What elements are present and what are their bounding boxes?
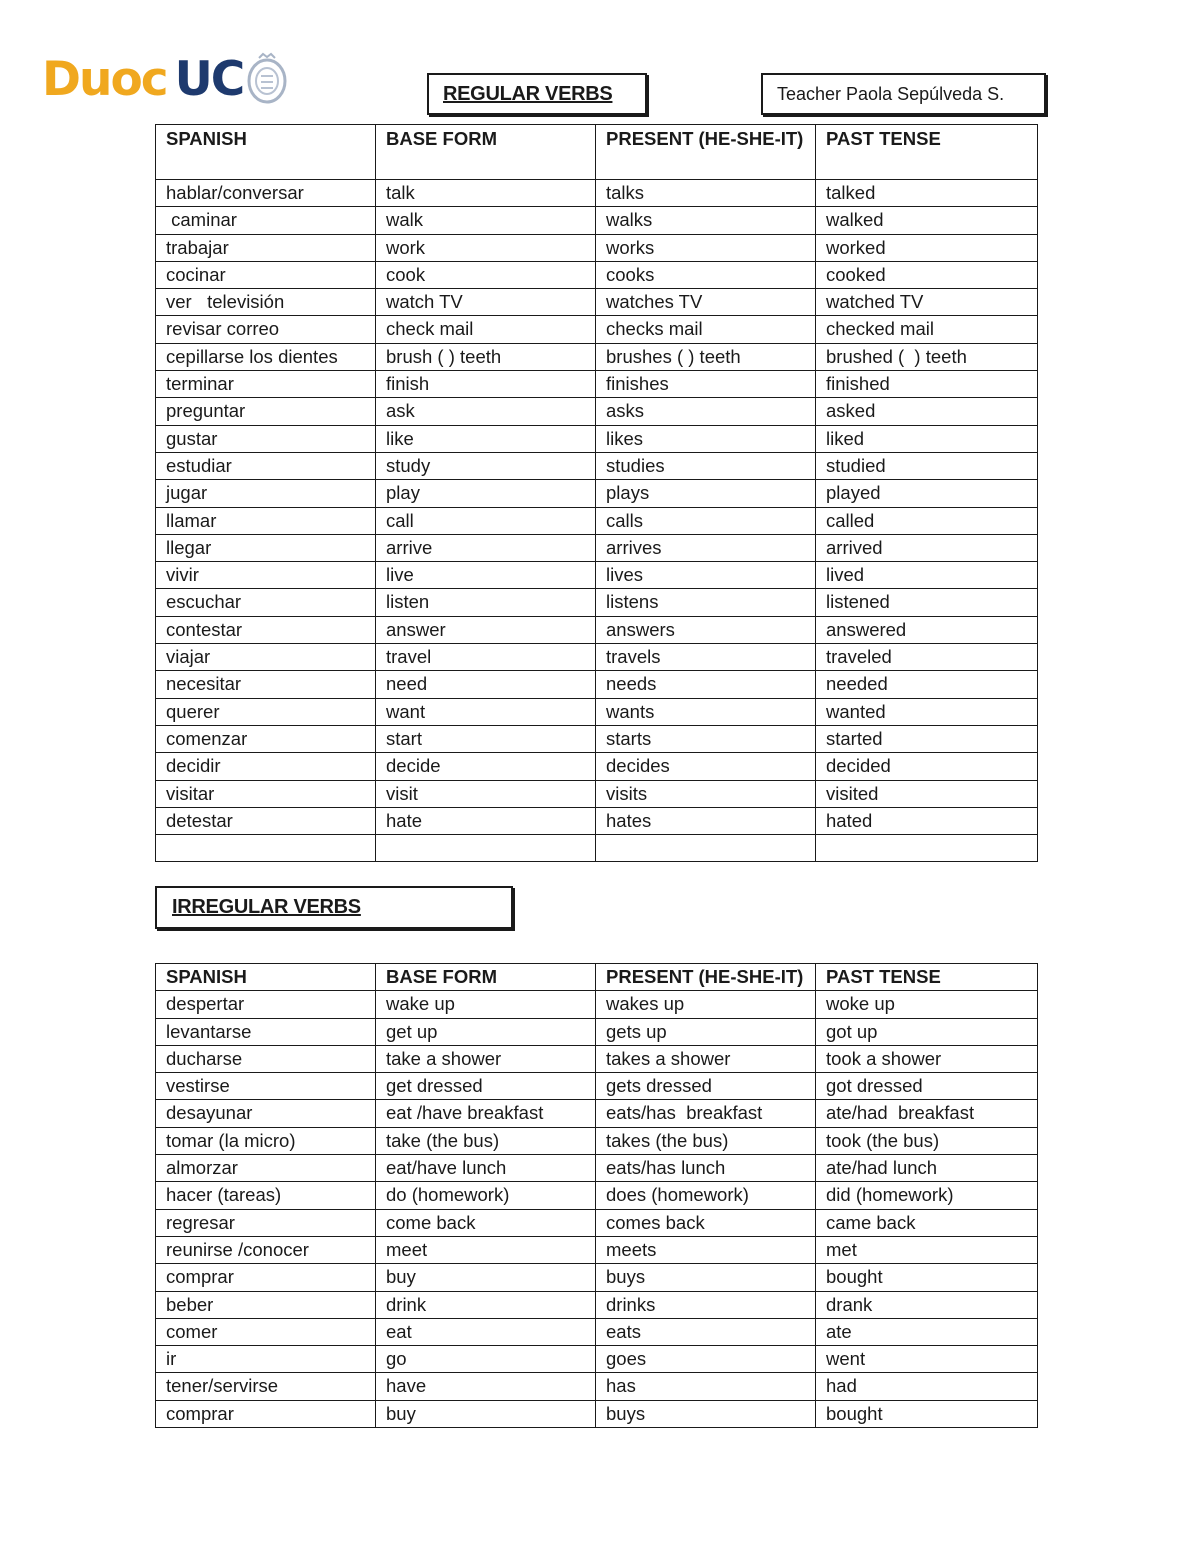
present-cell: travels xyxy=(596,644,816,671)
base-form-cell: travel xyxy=(376,644,596,671)
spanish-cell: necesitar xyxy=(156,671,376,698)
spanish-cell: almorzar xyxy=(156,1155,376,1182)
spanish-cell: ir xyxy=(156,1346,376,1373)
base-form-cell: eat/have lunch xyxy=(376,1155,596,1182)
table-row xyxy=(156,589,1038,616)
present-cell: likes xyxy=(596,425,816,452)
spanish-cell: contestar xyxy=(156,616,376,643)
present-cell: plays xyxy=(596,480,816,507)
table-row xyxy=(156,234,1038,261)
base-form-cell: take (the bus) xyxy=(376,1127,596,1154)
table-row xyxy=(156,835,1038,862)
base-form-cell: take a shower xyxy=(376,1045,596,1072)
past-tense-cell: came back xyxy=(816,1209,1038,1236)
table-row xyxy=(156,180,1038,207)
base-form-cell: check mail xyxy=(376,316,596,343)
spanish-cell: decidir xyxy=(156,753,376,780)
spanish-cell: tomar (la micro) xyxy=(156,1127,376,1154)
table-row xyxy=(156,1400,1038,1427)
base-form-cell: live xyxy=(376,562,596,589)
header-base-form: BASE FORM xyxy=(376,964,596,991)
table-row xyxy=(156,1155,1038,1182)
base-form-cell: eat xyxy=(376,1318,596,1345)
present-cell: does (homework) xyxy=(596,1182,816,1209)
spanish-cell: trabajar xyxy=(156,234,376,261)
present-cell: visits xyxy=(596,780,816,807)
irregular-verbs-table xyxy=(155,963,1038,1428)
past-tense-cell: bought xyxy=(816,1400,1038,1427)
base-form-cell: ask xyxy=(376,398,596,425)
table-row xyxy=(156,207,1038,234)
table-row xyxy=(156,991,1038,1018)
spanish-cell: tener/servirse xyxy=(156,1373,376,1400)
past-tense-cell: took (the bus) xyxy=(816,1127,1038,1154)
past-tense-cell: arrived xyxy=(816,534,1038,561)
base-form-cell: talk xyxy=(376,180,596,207)
present-cell xyxy=(596,835,816,862)
spanish-cell: gustar xyxy=(156,425,376,452)
present-cell: eats/has lunch xyxy=(596,1155,816,1182)
past-tense-cell: did (homework) xyxy=(816,1182,1038,1209)
spanish-cell: viajar xyxy=(156,644,376,671)
table-row xyxy=(156,398,1038,425)
past-tense-cell: lived xyxy=(816,562,1038,589)
present-cell: arrives xyxy=(596,534,816,561)
present-cell: talks xyxy=(596,180,816,207)
present-cell: decides xyxy=(596,753,816,780)
base-form-cell: brush ( ) teeth xyxy=(376,343,596,370)
table-row xyxy=(156,1073,1038,1100)
past-tense-cell: wanted xyxy=(816,698,1038,725)
spanish-cell: escuchar xyxy=(156,589,376,616)
base-form-cell: have xyxy=(376,1373,596,1400)
base-form-cell: buy xyxy=(376,1264,596,1291)
base-form-cell: drink xyxy=(376,1291,596,1318)
past-tense-cell: watched TV xyxy=(816,289,1038,316)
past-tense-cell: ate/had breakfast xyxy=(816,1100,1038,1127)
spanish-cell: beber xyxy=(156,1291,376,1318)
past-tense-cell: called xyxy=(816,507,1038,534)
table-row xyxy=(156,1291,1038,1318)
spanish-cell: comer xyxy=(156,1318,376,1345)
logo-uc-text: UC xyxy=(174,51,244,107)
table-row xyxy=(156,261,1038,288)
base-form-cell: meet xyxy=(376,1236,596,1263)
present-cell: buys xyxy=(596,1400,816,1427)
header-spanish: SPANISH xyxy=(156,964,376,991)
header-present: PRESENT (HE-SHE-IT) xyxy=(596,125,816,180)
past-tense-cell: hated xyxy=(816,807,1038,834)
table-row xyxy=(156,1209,1038,1236)
spanish-cell: hacer (tareas) xyxy=(156,1182,376,1209)
present-cell: needs xyxy=(596,671,816,698)
spanish-cell: despertar xyxy=(156,991,376,1018)
past-tense-cell: worked xyxy=(816,234,1038,261)
table-row xyxy=(156,1236,1038,1263)
present-cell: walks xyxy=(596,207,816,234)
present-cell: studies xyxy=(596,452,816,479)
spanish-cell: desayunar xyxy=(156,1100,376,1127)
present-cell: checks mail xyxy=(596,316,816,343)
base-form-cell: decide xyxy=(376,753,596,780)
base-form-cell: start xyxy=(376,725,596,752)
past-tense-cell: brushed ( ) teeth xyxy=(816,343,1038,370)
base-form-cell: work xyxy=(376,234,596,261)
university-seal-icon xyxy=(245,52,289,106)
past-tense-cell: started xyxy=(816,725,1038,752)
header-past-tense: PAST TENSE xyxy=(816,125,1038,180)
base-form-cell: come back xyxy=(376,1209,596,1236)
regular-verbs-table xyxy=(155,124,1038,862)
table-header-row xyxy=(156,964,1038,991)
table-row xyxy=(156,1045,1038,1072)
past-tense-cell: asked xyxy=(816,398,1038,425)
table-row xyxy=(156,753,1038,780)
base-form-cell: go xyxy=(376,1346,596,1373)
table-row xyxy=(156,1018,1038,1045)
past-tense-cell: traveled xyxy=(816,644,1038,671)
spanish-cell: vestirse xyxy=(156,1073,376,1100)
table-row xyxy=(156,1264,1038,1291)
base-form-cell: get dressed xyxy=(376,1073,596,1100)
present-cell: comes back xyxy=(596,1209,816,1236)
spanish-cell: terminar xyxy=(156,371,376,398)
spanish-cell: vivir xyxy=(156,562,376,589)
table-row xyxy=(156,507,1038,534)
table-row xyxy=(156,480,1038,507)
past-tense-cell: studied xyxy=(816,452,1038,479)
present-cell: hates xyxy=(596,807,816,834)
present-cell: lives xyxy=(596,562,816,589)
base-form-cell: buy xyxy=(376,1400,596,1427)
past-tense-cell: answered xyxy=(816,616,1038,643)
past-tense-cell: drank xyxy=(816,1291,1038,1318)
spanish-cell: preguntar xyxy=(156,398,376,425)
table-row xyxy=(156,1346,1038,1373)
spanish-cell: estudiar xyxy=(156,452,376,479)
spanish-cell: hablar/conversar xyxy=(156,180,376,207)
duocuc-logo xyxy=(42,48,289,110)
table-row xyxy=(156,780,1038,807)
present-cell: finishes xyxy=(596,371,816,398)
present-cell: goes xyxy=(596,1346,816,1373)
spanish-cell: visitar xyxy=(156,780,376,807)
base-form-cell: play xyxy=(376,480,596,507)
past-tense-cell: needed xyxy=(816,671,1038,698)
table-row xyxy=(156,534,1038,561)
present-cell: asks xyxy=(596,398,816,425)
past-tense-cell: visited xyxy=(816,780,1038,807)
present-cell: wakes up xyxy=(596,991,816,1018)
present-cell: calls xyxy=(596,507,816,534)
base-form-cell xyxy=(376,835,596,862)
teacher-name-box xyxy=(761,73,1046,115)
spanish-cell: caminar xyxy=(156,207,376,234)
past-tense-cell: took a shower xyxy=(816,1045,1038,1072)
base-form-cell: get up xyxy=(376,1018,596,1045)
irregular-verbs-title: IRREGULAR VERBS xyxy=(172,896,361,918)
base-form-cell: like xyxy=(376,425,596,452)
table-row xyxy=(156,562,1038,589)
teacher-name: Teacher Paola Sepúlveda S. xyxy=(777,83,1005,104)
present-cell: brushes ( ) teeth xyxy=(596,343,816,370)
irregular-verbs-title-box xyxy=(155,886,513,929)
spanish-cell: revisar correo xyxy=(156,316,376,343)
spanish-cell: ver televisión xyxy=(156,289,376,316)
spanish-cell: detestar xyxy=(156,807,376,834)
table-row xyxy=(156,616,1038,643)
spanish-cell: cocinar xyxy=(156,261,376,288)
base-form-cell: hate xyxy=(376,807,596,834)
base-form-cell: eat /have breakfast xyxy=(376,1100,596,1127)
past-tense-cell: went xyxy=(816,1346,1038,1373)
header-spanish: SPANISH xyxy=(156,125,376,180)
table-row xyxy=(156,1373,1038,1400)
header-present: PRESENT (HE-SHE-IT) xyxy=(596,964,816,991)
table-row xyxy=(156,725,1038,752)
table-row xyxy=(156,1100,1038,1127)
past-tense-cell: met xyxy=(816,1236,1038,1263)
past-tense-cell: bought xyxy=(816,1264,1038,1291)
past-tense-cell: walked xyxy=(816,207,1038,234)
present-cell: wants xyxy=(596,698,816,725)
table-header-row xyxy=(156,125,1038,180)
spanish-cell: comprar xyxy=(156,1400,376,1427)
base-form-cell: watch TV xyxy=(376,289,596,316)
regular-verbs-title-box xyxy=(427,73,647,115)
table-row xyxy=(156,644,1038,671)
logo-duoc-text: Duoc xyxy=(42,51,167,107)
past-tense-cell: cooked xyxy=(816,261,1038,288)
base-form-cell: do (homework) xyxy=(376,1182,596,1209)
present-cell: gets dressed xyxy=(596,1073,816,1100)
table-row xyxy=(156,1127,1038,1154)
present-cell: starts xyxy=(596,725,816,752)
base-form-cell: visit xyxy=(376,780,596,807)
present-cell: watches TV xyxy=(596,289,816,316)
present-cell: drinks xyxy=(596,1291,816,1318)
header-base-form: BASE FORM xyxy=(376,125,596,180)
past-tense-cell: woke up xyxy=(816,991,1038,1018)
base-form-cell: study xyxy=(376,452,596,479)
table-row xyxy=(156,371,1038,398)
present-cell: meets xyxy=(596,1236,816,1263)
past-tense-cell: talked xyxy=(816,180,1038,207)
present-cell: has xyxy=(596,1373,816,1400)
spanish-cell: levantarse xyxy=(156,1018,376,1045)
table-row xyxy=(156,698,1038,725)
table-row xyxy=(156,807,1038,834)
spanish-cell: cepillarse los dientes xyxy=(156,343,376,370)
base-form-cell: wake up xyxy=(376,991,596,1018)
base-form-cell: listen xyxy=(376,589,596,616)
present-cell: buys xyxy=(596,1264,816,1291)
spanish-cell: ducharse xyxy=(156,1045,376,1072)
spanish-cell: comenzar xyxy=(156,725,376,752)
table-row xyxy=(156,289,1038,316)
regular-verbs-title: REGULAR VERBS xyxy=(443,82,613,105)
past-tense-cell: got dressed xyxy=(816,1073,1038,1100)
table-row xyxy=(156,671,1038,698)
spanish-cell: jugar xyxy=(156,480,376,507)
base-form-cell: answer xyxy=(376,616,596,643)
base-form-cell: cook xyxy=(376,261,596,288)
past-tense-cell xyxy=(816,835,1038,862)
past-tense-cell: got up xyxy=(816,1018,1038,1045)
present-cell: takes (the bus) xyxy=(596,1127,816,1154)
spanish-cell: querer xyxy=(156,698,376,725)
table-row xyxy=(156,1182,1038,1209)
spanish-cell xyxy=(156,835,376,862)
table-row xyxy=(156,343,1038,370)
spanish-cell: comprar xyxy=(156,1264,376,1291)
past-tense-cell: listened xyxy=(816,589,1038,616)
past-tense-cell: ate/had lunch xyxy=(816,1155,1038,1182)
present-cell: answers xyxy=(596,616,816,643)
table-row xyxy=(156,1318,1038,1345)
present-cell: gets up xyxy=(596,1018,816,1045)
spanish-cell: regresar xyxy=(156,1209,376,1236)
present-cell: listens xyxy=(596,589,816,616)
spanish-cell: reunirse /conocer xyxy=(156,1236,376,1263)
past-tense-cell: ate xyxy=(816,1318,1038,1345)
present-cell: takes a shower xyxy=(596,1045,816,1072)
base-form-cell: call xyxy=(376,507,596,534)
present-cell: eats xyxy=(596,1318,816,1345)
base-form-cell: want xyxy=(376,698,596,725)
base-form-cell: arrive xyxy=(376,534,596,561)
past-tense-cell: had xyxy=(816,1373,1038,1400)
table-row xyxy=(156,316,1038,343)
present-cell: works xyxy=(596,234,816,261)
table-row xyxy=(156,452,1038,479)
past-tense-cell: checked mail xyxy=(816,316,1038,343)
present-cell: eats/has breakfast xyxy=(596,1100,816,1127)
present-cell: cooks xyxy=(596,261,816,288)
base-form-cell: walk xyxy=(376,207,596,234)
past-tense-cell: finished xyxy=(816,371,1038,398)
base-form-cell: need xyxy=(376,671,596,698)
base-form-cell: finish xyxy=(376,371,596,398)
past-tense-cell: liked xyxy=(816,425,1038,452)
past-tense-cell: decided xyxy=(816,753,1038,780)
table-row xyxy=(156,425,1038,452)
past-tense-cell: played xyxy=(816,480,1038,507)
spanish-cell: llegar xyxy=(156,534,376,561)
header-past-tense: PAST TENSE xyxy=(816,964,1038,991)
spanish-cell: llamar xyxy=(156,507,376,534)
